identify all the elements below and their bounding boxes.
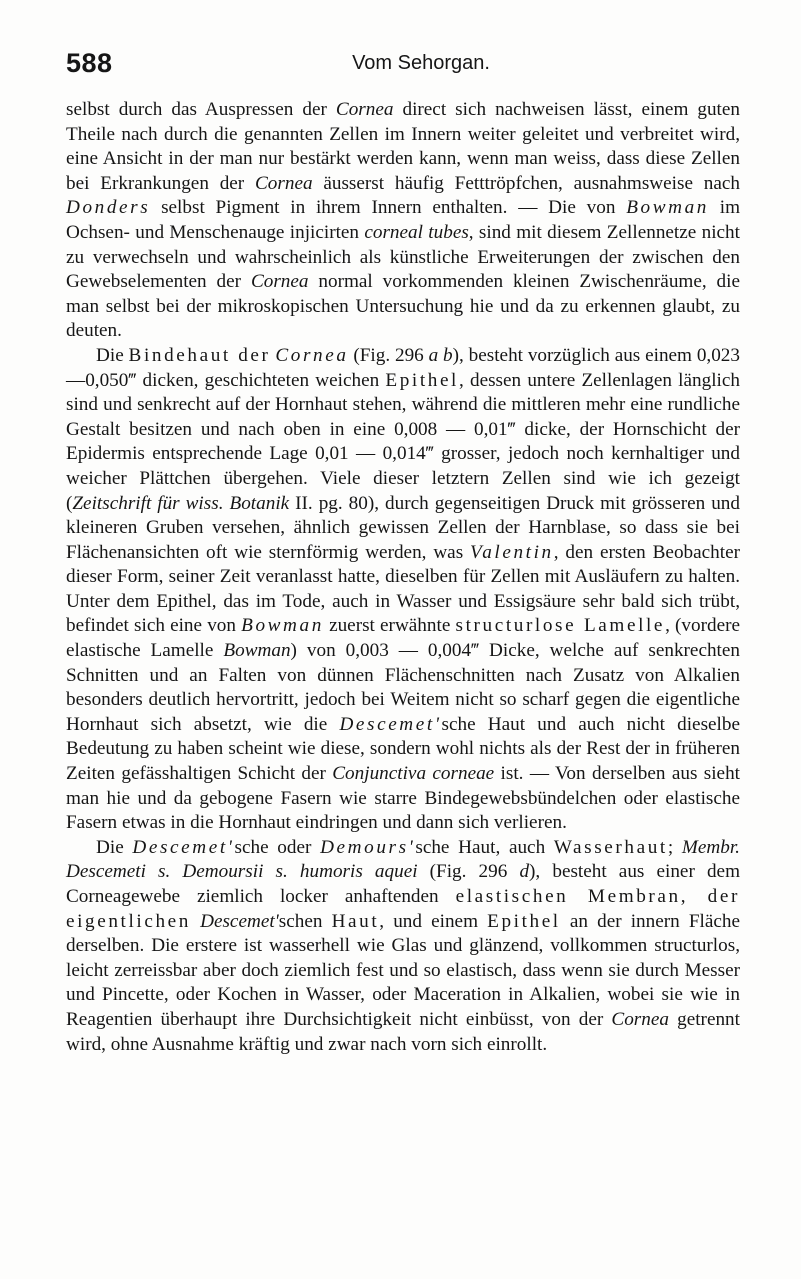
text-run: ;: [667, 836, 682, 858]
text-run: Haut: [331, 910, 380, 932]
text-run: Conjunctiva corneae: [332, 763, 495, 785]
text-run: Die: [96, 344, 129, 366]
text-run: Zeitschrift für wiss. Botanik: [72, 492, 290, 514]
text-run: Bowman: [241, 615, 324, 637]
text-run: äusserst häufig Fetttröpfchen, ausnahmsweise nach: [312, 172, 740, 194]
text-run: , sind mit diesem Zellennetze nicht zu verwechseln und wahrscheinlich als künstliche Erweiterungen der zwischen den Gewebselementen der: [66, 221, 740, 293]
text-run: (Fig. 296: [348, 344, 429, 366]
text-run: , und einem: [379, 910, 488, 932]
text-run: Descemet': [132, 836, 235, 858]
body-text: [66, 98, 740, 1057]
text-run: sche Haut, auch: [415, 836, 554, 858]
text-run: Cornea: [250, 271, 309, 293]
text-run: sche oder: [234, 836, 321, 858]
text-run: ), besteht vorzüglich aus einem 0,023—0,050‴ dicken, geschichteten weichen: [66, 344, 740, 391]
text-run: im Ochsen- und Menschenauge injicirten: [66, 197, 740, 243]
text-run: Cornea: [335, 99, 394, 120]
text-run: Epithel: [385, 369, 459, 391]
text-run: II. pg. 80), durch gegenseitigen Druck mit grösseren und kleineren Gruben versehen, ähnlich gewissen Zellen der Harnblase, so dass sie bei Flächenansichten oft wie sternförmig werden, was: [66, 492, 740, 563]
text-run: Membr. Descemeti s. Demoursii s. humoris aquei: [66, 836, 740, 883]
text-run: direct sich nachweisen lässt, einem guten Theile nach durch die genannten Zellen im Innern weiter geleitet und verbreitet wird, eine Ansicht in der man nur bestärkt werden kann, wenn man weiss, dass diese Zellen bei Erkrankungen der: [66, 99, 741, 194]
text-run: normal vorkommenden kleinen Zwischenräume, die man selbst bei der mikroskopischen Untersuchung hie und da zu erkennen glaubt, zu deuten.: [66, 271, 740, 342]
text-run: zuerst erwähnte: [323, 615, 456, 637]
text-run: an der innern Fläche derselben. Die erstere ist wasserhell wie Glas und glänzend, vollkommen structurlos, leicht zerreissbar aber doch ziemlich fest und so elastisch, dass wenn sie durch Messer und Pincette, oder Kochen in Wasser, oder Maceration in Alkalien, wobei sie wie in Reagentien überhaupt ihre Durchsichtigkeit nicht einbüsst, von der: [66, 910, 741, 1030]
text-run: structurlose Lamelle: [455, 615, 666, 637]
paragraph: [66, 98, 740, 344]
text-run: , den ersten Beobachter dieser Form, seiner Zeit veranlasst hatte, dieselben für Zellen mit Ausläufern zu halten. Unter dem Epithel, das im Tode, auch in Wasser und Essigsäure sehr bald sich trübt, befindet sich eine von: [66, 541, 740, 637]
text-run: elastischen Membran, der eigentlichen: [66, 886, 740, 932]
paragraph: [66, 836, 740, 1057]
text-run: sche Haut und auch nicht dieselbe Bedeutung zu haben scheint wie diese, sondern wohl nichts als der Rest der in früheren Zeiten gefässhaltigen Schicht der: [66, 713, 740, 785]
text-run: Valentin: [470, 541, 554, 563]
running-head: Vom Sehorgan.: [352, 52, 490, 74]
text-run: Cornea: [255, 172, 313, 194]
text-run: Wasserhaut: [553, 836, 668, 858]
text-run: a b: [428, 344, 453, 366]
page-header: [66, 48, 736, 88]
page-number: 588: [66, 48, 113, 78]
text-run: schen: [278, 910, 332, 932]
text-run: Bowman: [626, 197, 709, 219]
text-run: Descemet': [339, 713, 442, 735]
text-run: Die: [96, 836, 133, 858]
text-run: , dessen untere Zellenlagen länglich sind und senkrecht auf der Hornhaut stehen, während die mittleren mehr eine rundliche Gestalt besitzen und nach oben in eine 0,008 — 0,01‴ dicke, der Hornschicht der Epidermis entsprechende Lage 0,01 — 0,014‴ grosser, jedoch noch kernhaltiger und weicher Plättchen übergehen. Viele dieser letztern Zellen sind wie ich gezeigt (: [66, 369, 740, 514]
text-run: , (vordere elastische Lamelle: [66, 615, 740, 662]
text-run: [191, 911, 200, 932]
text-run: selbst durch das Auspressen der: [66, 99, 336, 120]
text-run: getrennt wird, ohne Ausnahme kräftig und zwar nach vorn sich einrollt.: [66, 1008, 740, 1055]
text-run: Bindehaut der: [128, 344, 271, 366]
text-run: ) von 0,003 — 0,004‴ Dicke, welche auf senkrechten Schnitten und an Falten von dünnen Flächenschnitten nach Zusatz von Alkalien besonders deutlich hervortritt, jedoch bei Weitem nicht so scharf gegen die eigentliche Hornhaut sich absetzt, wie die: [66, 640, 740, 735]
text-run: Demours': [320, 836, 416, 858]
text-run: Cornea: [611, 1008, 669, 1030]
text-run: Cornea: [275, 344, 349, 366]
text-run: ), besteht aus einer dem Corneagewebe ziemlich locker anhaftenden: [66, 861, 740, 907]
text-run: ist. — Von derselben aus sieht man hie und da gebogene Fasern wie starre Bindegewebsbündelchen oder elastische Fasern etwas in die Hornhaut eindringen und dann sich verlieren.: [66, 763, 741, 834]
text-run: Descemet': [200, 910, 279, 932]
text-run: Bowman: [223, 640, 291, 662]
text-run: Donders: [66, 197, 151, 219]
text-run: (Fig. 296: [417, 861, 520, 883]
text-run: selbst Pigment in ihrem Innern enthalten. — Die von: [150, 197, 627, 219]
text-run: d: [519, 861, 530, 883]
text-run: Epithel: [487, 910, 561, 932]
text-run: corneal tubes: [364, 221, 469, 243]
paragraph: [66, 344, 740, 836]
